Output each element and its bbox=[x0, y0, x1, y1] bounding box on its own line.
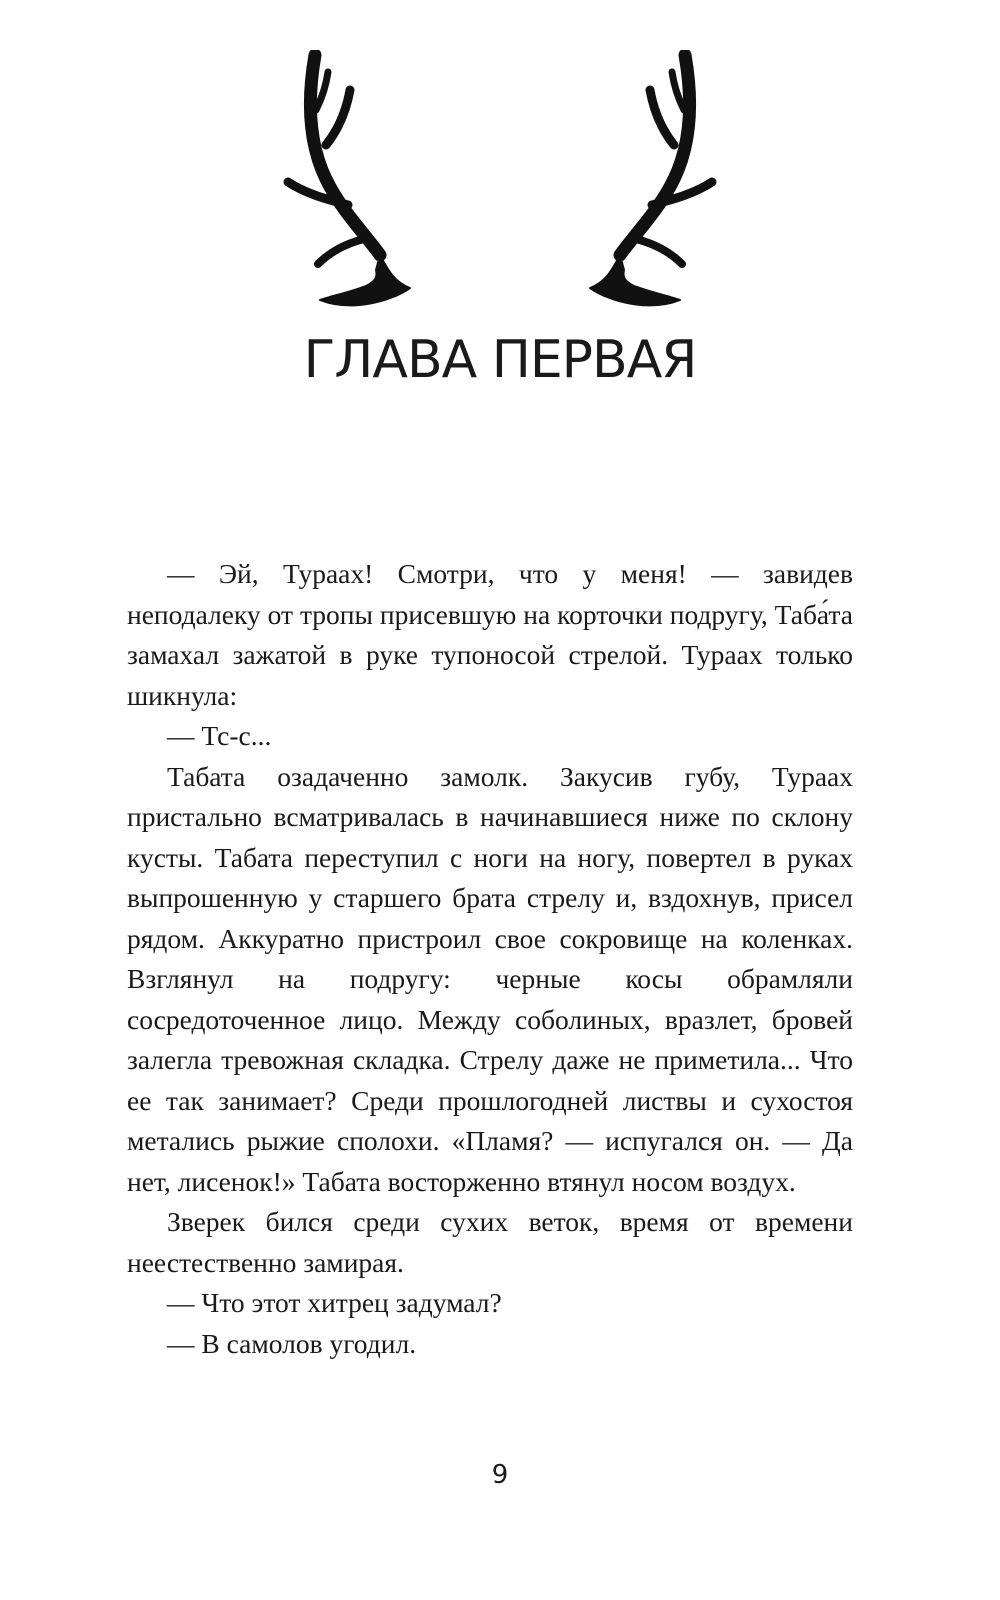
left-antler-icon bbox=[288, 55, 410, 305]
chapter-title: ГЛАВА ПЕРВАЯ bbox=[303, 330, 697, 390]
right-antler-icon bbox=[590, 55, 712, 305]
paragraph: Зверек бился среди сухих веток, время от времени неестественно замирая. bbox=[127, 1206, 853, 1278]
page-number: 9 bbox=[491, 1460, 509, 1490]
paragraph: — В самолов угодил. bbox=[167, 1327, 417, 1359]
paragraph: — Тс-с... bbox=[167, 720, 272, 751]
body-text bbox=[127, 554, 853, 1364]
paragraph: Табата озадаченно замолк. Закусив губу, Тураах пристально всматривалась в начинавшиеся ниже по склону кусты. Табата переступил с ноги на ногу, повертел в руках выпрошенную у старшего брата стрелу и, вздохнув, присел рядом. Аккуратно пристроил свое сокровище на коленках. Взглянул на подругу: черные косы обрамляли сосредоточенное лицо. Между соболиных, вразлет, бровей залегла тревожная складка. Стрелу даже не приметила... Что ее так занимает? Среди прошлогодней листвы и сухостоя метались рыжие сполохи. «Пламя? — испугался он. — Да нет, лисенок!» Табата восторженно втянул носом воздух. bbox=[127, 760, 853, 1197]
paragraph: — Что этот хитрец задумал? bbox=[167, 1287, 502, 1318]
antlers-icon bbox=[270, 50, 730, 335]
paragraph: — Эй, Тураах! Смотри, что у меня! — завидев неподалеку от тропы присевшую на корточки подругу, Таба́та замахал зажатой в руке тупоносой стрелой. Тураах только шикнула: bbox=[127, 558, 853, 711]
